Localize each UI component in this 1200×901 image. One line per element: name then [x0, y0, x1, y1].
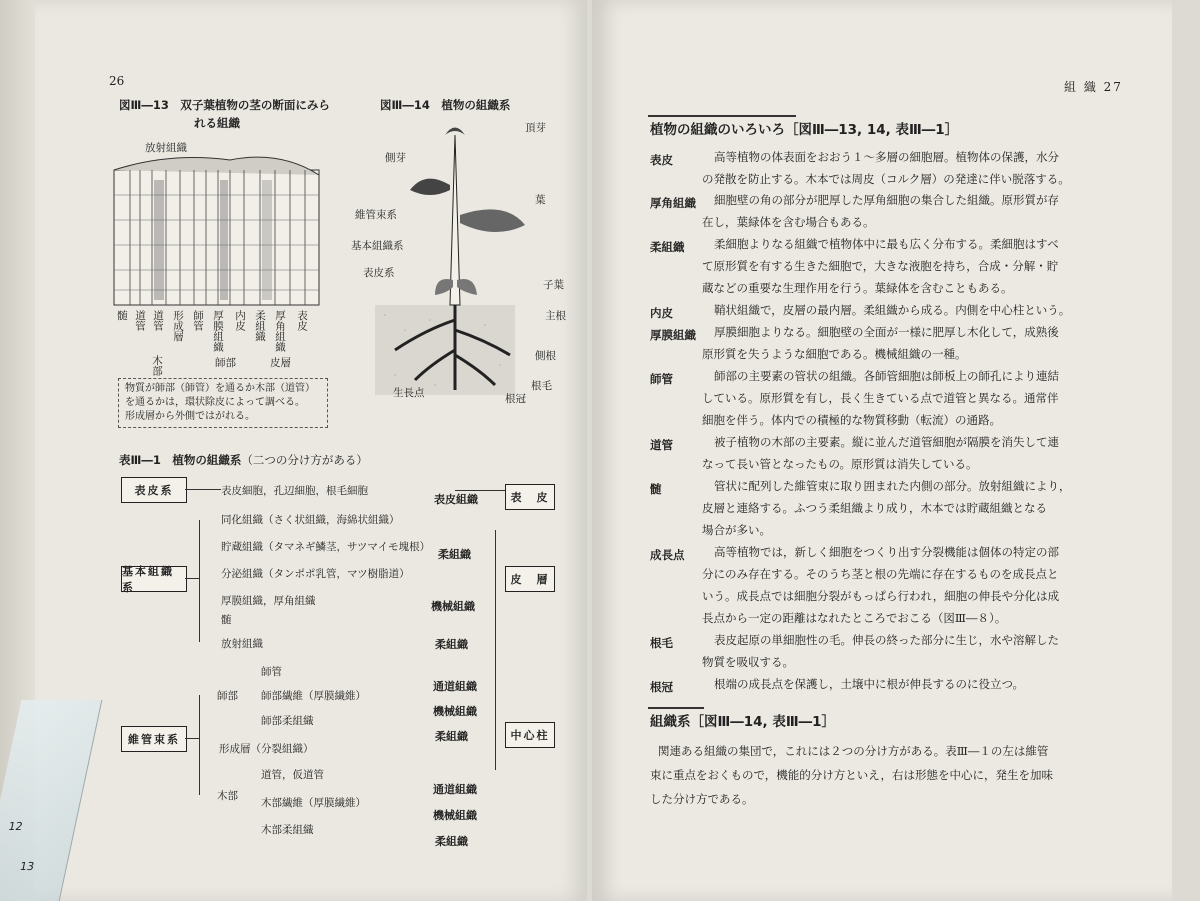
box-epidermis: 表 皮 — [505, 484, 555, 510]
definition-line: 分にのみ存在する。そのうち茎と根の先端に存在するものを成長点と — [702, 567, 1059, 581]
section-rule — [648, 115, 796, 117]
box-cortex: 皮 層 — [505, 566, 555, 592]
section1-title: 植物の組織のいろいろ［図Ⅲ―13, 14, 表Ⅲ―1］ — [650, 122, 959, 138]
label-epidermal-system: 表皮系 — [363, 267, 395, 279]
definition-line: 皮層と連絡する。ふつう柔組織より成り，木本では貯蔵組織となる — [702, 501, 1047, 515]
col-label: 内皮 — [234, 310, 246, 331]
table-row-result: 柔組織 — [435, 638, 468, 651]
definition-line: 鞘状組織で，皮層の最内層。柔組織から成る。内側を中心柱という。 — [714, 303, 1071, 317]
table-row-text: 木部柔組織 — [261, 824, 314, 836]
table-row-result: 柔組織 — [435, 730, 468, 743]
table-row-text: 髄 — [221, 614, 232, 626]
table-title — [119, 452, 368, 468]
definition-line: なって長い管となったもの。原形質は消失している。 — [702, 457, 978, 471]
paragraph-line: した分け方である。 — [650, 792, 754, 806]
page-header: 組 織 27 — [1064, 80, 1123, 94]
term: 厚角組織 — [650, 196, 696, 210]
definition-line: 表皮起原の単細胞性の毛。伸長の終った部分に生じ，水や溶解した — [714, 633, 1059, 647]
term: 根毛 — [650, 636, 673, 650]
box-ground-system: 基本組織系 — [121, 566, 187, 592]
ruler-mark: 12 — [7, 820, 24, 833]
connector — [185, 489, 221, 490]
col-label: 厚膜組織 — [212, 310, 224, 352]
table-title-text: 表Ⅲ―1 植物の組織系 — [119, 453, 242, 467]
mid-label-phloem: 師部 — [217, 690, 238, 702]
label-root-hair: 根毛 — [531, 380, 552, 392]
definition-line: 被子植物の木部の主要素。縦に並んだ道管細胞が隔膜を消失して連 — [714, 435, 1059, 449]
figure13-note — [118, 378, 328, 428]
table-row-text: 貯蔵組織（タマネギ鱗茎，サツマイモ塊根） — [221, 541, 431, 553]
label-leaf: 葉 — [535, 194, 546, 206]
mid-label-xylem: 木部 — [217, 790, 238, 802]
col-label: 師管 — [192, 310, 204, 331]
note-line: 形成層から外側ではがれる。 — [125, 411, 255, 422]
table-row-text: 同化組織（さく状組織，海綿状組織） — [221, 514, 400, 526]
definition-line: 師部の主要素の管状の組織。各師管細胞は師板上の師孔により連結 — [714, 369, 1059, 383]
table-row-result: 機械組織 — [433, 705, 477, 718]
table-row-result: 通道組織 — [433, 783, 477, 796]
right-page — [592, 0, 1172, 901]
table-row-result: 柔組織 — [435, 835, 468, 848]
label-root-cap: 根冠 — [505, 393, 526, 405]
group-label-phloem: 師部 — [215, 357, 236, 369]
definition-line: している。原形質を有し，長く生きている点で道管と異なる。通常伴 — [702, 391, 1059, 405]
label-cotyledon: 子葉 — [543, 279, 564, 291]
connector — [199, 695, 200, 795]
label-lateral-bud: 側芽 — [385, 152, 406, 164]
term: 道管 — [650, 438, 673, 452]
table-row-text: 表皮細胞，孔辺細胞，根毛細胞 — [221, 485, 368, 497]
definition-line: 高等植物では，新しく細胞をつくり出す分裂機能は個体の特定の部 — [714, 545, 1059, 559]
box-vascular-system: 維管束系 — [121, 726, 187, 752]
table-row-result: 機械組織 — [433, 809, 477, 822]
connector — [199, 520, 200, 642]
note-line: を通るかは，環状除皮によって調べる。 — [125, 397, 305, 408]
table-row-text: 形成層（分裂組織） — [219, 743, 314, 755]
box-stele: 中心柱 — [505, 722, 555, 748]
table-row-result: 機械組織 — [431, 600, 475, 613]
table-row-result: 表皮組織 — [434, 493, 478, 506]
connector — [185, 738, 199, 739]
paragraph-line: 関連ある組織の集団で，これには２つの分け方がある。表Ⅲ―１の左は維管 — [658, 744, 1049, 758]
definition-line: 厚膜細胞よりなる。細胞壁の全面が一様に肥厚し木化して，成熟後 — [714, 325, 1059, 339]
section2-title: 組織系［図Ⅲ―14, 表Ⅲ―1］ — [650, 714, 836, 730]
box-epidermal-system: 表皮系 — [121, 477, 187, 503]
table-row-text: 厚膜組織，厚角組織 — [221, 595, 316, 607]
definition-line: 細胞を伴う。体内での積極的な物質移動（転流）の通路。 — [702, 413, 1001, 427]
figure13-title: 図Ⅲ―13 双子葉植物の茎の断面にみら — [119, 98, 330, 112]
label-vascular-system: 維管束系 — [355, 209, 397, 221]
left-page — [35, 0, 587, 901]
definition-line: の発散を防止する。木本では周皮（コルク層）の発達に伴い脱落する。 — [702, 172, 1070, 186]
table-row-text: 放射組織 — [221, 638, 263, 650]
label-main-root: 主根 — [545, 310, 566, 322]
definition-line: 原形質を失うような細胞である。機械組織の一種。 — [702, 347, 967, 361]
table-row-result: 柔組織 — [438, 548, 471, 561]
definition-line: 柔細胞よりなる組織で植物体中に最も広く分布する。柔細胞はすべ — [714, 237, 1059, 251]
definition-line: 管状に配列した維管束に取り囲まれた内側の部分。放射組織により， — [714, 479, 1071, 493]
table-row-text: 師管 — [261, 666, 282, 678]
table-row-text: 師部柔組織 — [261, 715, 314, 727]
label-apical-bud: 頂芽 — [525, 122, 546, 134]
group-label-xylem: 木部 — [151, 355, 163, 376]
definition-line: 蔵などの重要な生理作用を行う。葉緑体を含むこともある。 — [702, 281, 1013, 295]
term: 表皮 — [650, 153, 673, 167]
term: 柔組織 — [650, 240, 685, 254]
term: 根冠 — [650, 680, 673, 694]
definition-line: 長点から一定の距離はなれたところでおこる（図Ⅲ―８）。 — [702, 611, 1007, 625]
label-growing-point: 生長点 — [393, 387, 425, 399]
definition-line: 在し，葉緑体を含む場合もある。 — [702, 215, 875, 229]
label-lateral-root: 側根 — [535, 350, 556, 362]
group-label-cortex: 皮層 — [270, 357, 291, 369]
table-row-text: 師部繊維（厚膜繊維） — [261, 690, 366, 702]
term: 厚膜組織 — [650, 328, 696, 342]
col-label: 道管 — [152, 310, 164, 331]
col-label: 表皮 — [296, 310, 308, 331]
definition-line: いう。成長点では細胞分裂がもっぱら行われ，細胞の伸長や分化は成 — [702, 589, 1060, 603]
table-subtitle: （二つの分け方がある） — [241, 453, 368, 467]
term: 内皮 — [650, 306, 673, 320]
col-label: 髄 — [116, 310, 128, 321]
label-ground-system: 基本組織系 — [351, 240, 404, 252]
definition-line: 根端の成長点を保護し，土壌中に根が伸長するのに役立つ。 — [714, 677, 1025, 691]
connector — [495, 530, 496, 770]
term: 成長点 — [650, 548, 685, 562]
note-line: 物質が師部（師管）を通るか木部（道管） — [125, 383, 315, 394]
table-row-text: 木部繊維（厚膜繊維） — [261, 797, 366, 809]
definition-line: て原形質を有する生きた細胞で，大きな液胞を持ち，合成・分解・貯 — [702, 259, 1059, 273]
definition-line: 場合が多い。 — [702, 523, 771, 537]
col-label: 柔組織 — [254, 310, 266, 342]
section-rule — [648, 707, 704, 709]
figure13-title-2: れる組織 — [194, 116, 240, 130]
table-row-text: 分泌組織（タンポポ乳管，マツ樹脂道） — [221, 568, 410, 580]
stem-cross-section-illustration — [110, 150, 325, 310]
table-row-text: 道管，仮道管 — [261, 769, 324, 781]
col-label: 道管 — [134, 310, 146, 331]
connector — [185, 578, 199, 579]
term: 髄 — [650, 482, 662, 496]
col-label: 厚角組織 — [274, 310, 286, 352]
definition-line: 高等植物の体表面をおおう１～多層の細胞層。植物体の保護，水分 — [714, 150, 1059, 164]
col-label: 形成層 — [172, 310, 184, 342]
figure14-title: 図Ⅲ―14 植物の組織系 — [380, 98, 511, 112]
definition-line: 物質を吸収する。 — [702, 655, 794, 669]
term: 師管 — [650, 372, 673, 386]
label-radial-tissue: 放射組織 — [145, 142, 187, 154]
paragraph-line: 束に重点をおくもので，機能的分け方といえ，右は形態を中心に，発生を加味 — [650, 768, 1053, 782]
table-row-result: 通道組織 — [433, 680, 477, 693]
ruler-mark: 13 — [18, 860, 36, 873]
page-number: 26 — [109, 74, 125, 88]
definition-line: 細胞壁の角の部分が肥厚した厚角細胞の集合した組織。原形質が存 — [714, 193, 1059, 207]
